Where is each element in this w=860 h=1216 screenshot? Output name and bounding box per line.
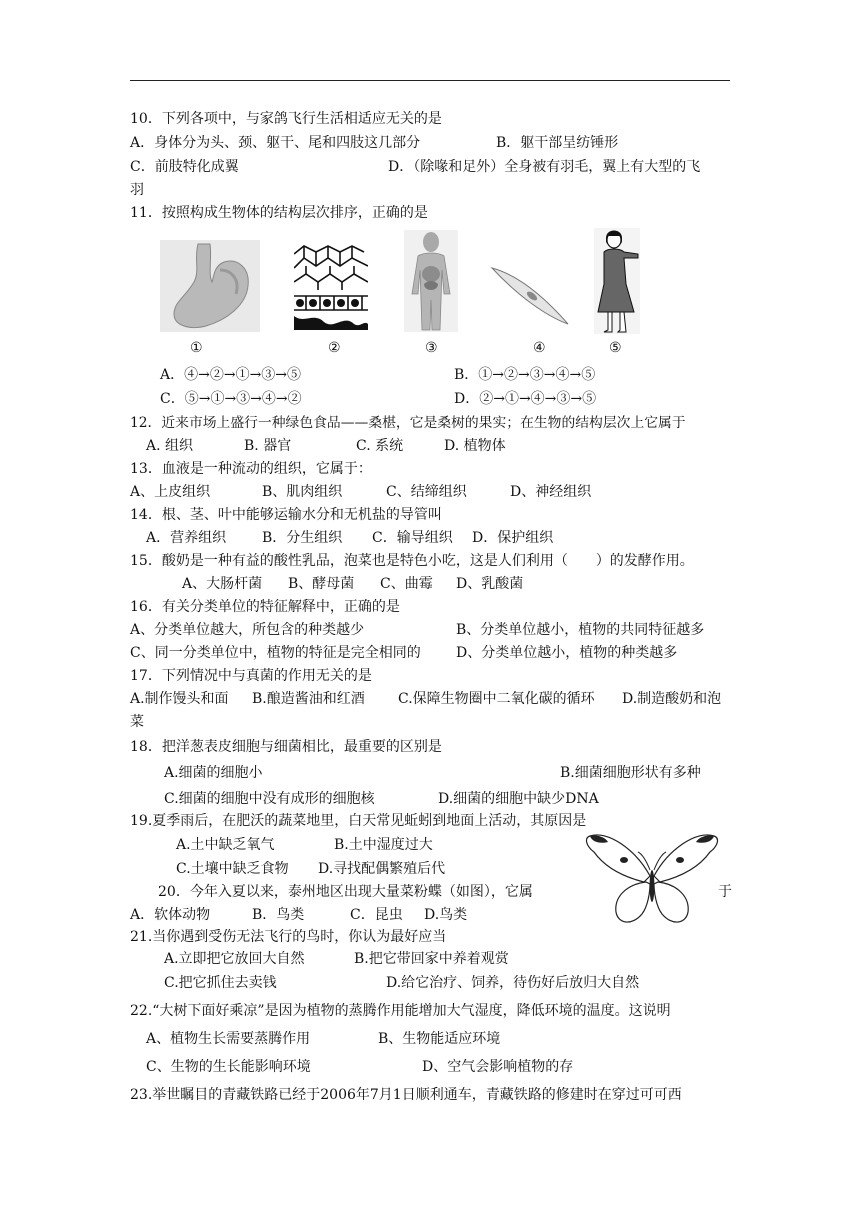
- q13-stem: 13．血液是一种流动的组织，它属于：: [130, 461, 372, 477]
- q19-stem: 19.夏季雨后，在肥沃的蔬菜地里，白天常见蚯蚓到地面上活动，其原因是: [130, 813, 587, 829]
- q16-option-c: C、同一分类单位中，植物的特征是完全相同的: [130, 645, 421, 661]
- q13-option-c: C、结缔组织: [386, 484, 467, 500]
- q16-option-d: D、分类单位越小，植物的种类越多: [456, 645, 678, 661]
- q23-stem: 23.举世瞩目的青藏铁路已经于2006年7月1日顺利通车，青藏铁路的修建时在穿过可可西: [130, 1087, 682, 1103]
- q10-option-b: B．躯干部呈纺锤形: [496, 135, 619, 151]
- human-organ-system-illustration: [404, 230, 458, 332]
- q10-option-d: D．（除喙和足外）全身被有羽毛，翼上有大型的飞: [388, 159, 701, 175]
- q10-stem: 10．下列各项中，与家鸽飞行生活相适应无关的是: [130, 111, 442, 127]
- q10-option-c: C．前肢特化成翼: [130, 159, 239, 175]
- q19-option-c: C.土壤中缺乏食物: [176, 861, 289, 877]
- q15-option-d: D、乳酸菌: [456, 576, 524, 592]
- butterfly-illustration: [584, 826, 720, 932]
- q15-option-a: A、大肠杆菌: [182, 576, 263, 592]
- q22-option-a: A、植物生长需要蒸腾作用: [146, 1031, 311, 1047]
- q15-option-b: B、酵母菌: [288, 576, 355, 592]
- header-rule: [130, 80, 730, 81]
- q12-option-c: C. 系统: [356, 438, 404, 454]
- q12-stem: 12．近来市场上盛行一种绿色食品——桑椹，它是桑树的果实；在生物的结构层次上它属于: [130, 415, 686, 431]
- q11-label-2: ②: [328, 340, 341, 356]
- q18-option-c: C.细菌的细胞中没有成形的细胞核: [164, 791, 375, 807]
- q15-stem: 15．酸奶是一种有益的酸性乳品，泡菜也是特色小吃，这是人们利用（ ）的发酵作用。: [130, 553, 694, 569]
- q13-option-b: B、肌肉组织: [262, 484, 343, 500]
- q22-stem: 22.“大树下面好乘凉”是因为植物的蒸腾作用能增加大气湿度，降低环境的温度。这说明: [130, 1003, 671, 1019]
- q21-option-a: A.立即把它放回大自然: [164, 951, 305, 967]
- q14-option-a: A．营养组织: [146, 530, 227, 546]
- q20-stem: 20．今年入夏以来，泰州地区出现大量菜粉蝶（如图），它属: [158, 884, 533, 900]
- q12-option-b: B. 器官: [244, 438, 292, 454]
- q21-option-d: D.给它治疗、饲养，待伤好后放归大自然: [386, 975, 640, 991]
- q16-option-a: A、分类单位越大，所包含的种类越少: [130, 622, 365, 638]
- q19-option-a: A.土中缺乏氧气: [176, 837, 275, 853]
- q19-option-d: D.寻找配偶繁殖后代: [318, 861, 446, 877]
- q17-option-a: A.制作馒头和面: [130, 691, 229, 707]
- q14-option-d: D．保护组织: [472, 530, 554, 546]
- q21-option-c: C.把它抓住去卖钱: [164, 975, 277, 991]
- q20-option-b: B．鸟类: [252, 907, 305, 923]
- q13-option-a: A、上皮组织: [130, 484, 211, 500]
- q18-option-d: D.细菌的细胞中缺少DNA: [438, 791, 599, 807]
- q11-label-3: ③: [425, 340, 438, 356]
- q18-option-b: B.细菌细胞形状有多种: [560, 765, 701, 781]
- q20-option-d: D.鸟类: [424, 907, 468, 923]
- q11-option-b: B．①→②→③→④→⑤: [454, 367, 596, 383]
- q10-option-a: A．身体分为头、颈、躯干、尾和四肢这几部分: [130, 135, 421, 151]
- q16-option-b: B、分类单位越小，植物的共同特征越多: [456, 622, 705, 638]
- q16-stem: 16．有关分类单位的特征解释中，正确的是: [130, 599, 400, 615]
- q19-option-b: B.土中湿度过大: [334, 837, 433, 853]
- q17-option-d: D.制造酸奶和泡: [622, 691, 722, 707]
- q11-label-5: ⑤: [609, 340, 622, 356]
- q11-option-c: C．⑤→①→③→④→②: [160, 391, 302, 407]
- q14-option-b: B．分生组织: [262, 530, 343, 546]
- q22-option-d: D、空气会影响植物的存: [422, 1059, 574, 1075]
- q22-option-b: B、生物能适应环境: [378, 1031, 501, 1047]
- q11-option-d: D．②→①→④→③→⑤: [454, 391, 597, 407]
- q17-option-c: C.保障生物圈中二氧化碳的循环: [398, 691, 595, 707]
- q21-option-b: B.把它带回家中养着观赏: [354, 951, 509, 967]
- q11-label-1: ①: [190, 340, 203, 356]
- stomach-illustration: [160, 240, 260, 332]
- q11-option-a: A．④→②→①→③→⑤: [160, 367, 302, 383]
- q14-stem: 14．根、茎、叶中能够运输水分和无机盐的导管叫: [130, 507, 442, 523]
- q13-option-d: D、神经组织: [510, 484, 592, 500]
- q10-option-d-cont: 羽: [130, 182, 144, 198]
- muscle-cell-illustration: [490, 264, 570, 328]
- q20-option-c: C．昆虫: [350, 907, 403, 923]
- q18-stem: 18．把洋葱表皮细胞与细菌相比，最重要的区别是: [130, 739, 442, 755]
- q15-option-c: C、曲霉: [380, 576, 433, 592]
- woman-illustration: [594, 228, 640, 334]
- q11-label-4: ④: [533, 340, 546, 356]
- q14-option-c: C．输导组织: [372, 530, 453, 546]
- q20-option-a: A．软体动物: [130, 907, 211, 923]
- q17-option-b: B.酿造酱油和红酒: [252, 691, 365, 707]
- q21-stem: 21.当你遇到受伤无法飞行的鸟时，你认为最好应当: [130, 929, 447, 945]
- q11-stem: 11．按照构成生物体的结构层次排序，正确的是: [130, 205, 428, 221]
- q17-option-d-cont: 菜: [130, 714, 144, 730]
- cell-tissue-illustration: [294, 244, 368, 330]
- q20-stem-end: 于: [718, 884, 732, 900]
- q17-stem: 17．下列情况中与真菌的作用无关的是: [130, 668, 372, 684]
- q18-option-a: A.细菌的细胞小: [164, 765, 263, 781]
- q22-option-c: C、生物的生长能影响环境: [146, 1059, 311, 1075]
- q12-option-a: A. 组织: [146, 438, 194, 454]
- q12-option-d: D. 植物体: [444, 438, 506, 454]
